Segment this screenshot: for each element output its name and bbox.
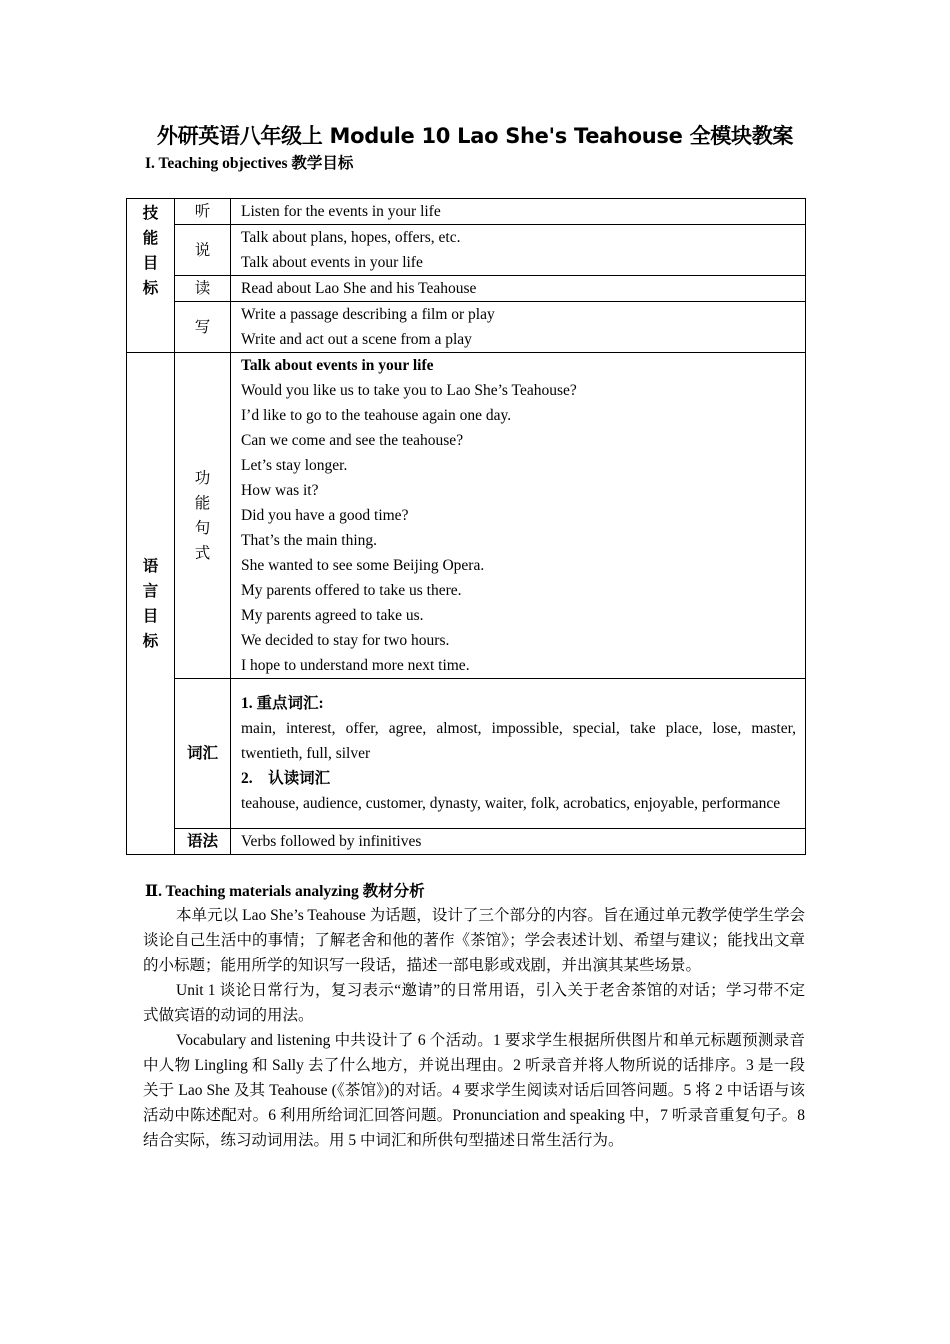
table-row <box>127 302 806 353</box>
table-row <box>127 225 806 276</box>
paragraph: Vocabulary and listening 中共设计了 6 个活动。1 要求学生根据所供图片和单元标题预测录音中人物 Lingling 和 Sally 去了什么地方，并说出理由。2 听录音并将人物所说的话排序。3 是一段关于 Lao She 及其 Teahouse (《茶馆》)的对话。4 要求学生阅读对话后回答问题。5 将 2 中话语与该活动中陈述配对。6 利用所给词汇回答问题。Pronunciation and speaking 中，7 听录音重复句子。8 结合实际，练习动词用法。用 5 中词汇和所供句型描述日常生活行为。 <box>143 1032 805 1149</box>
vocab-heading-key: 1. 重点词汇: <box>241 695 324 712</box>
skill-label-write: 写 <box>175 302 231 353</box>
section-heading-materials: Ⅱ. Teaching materials analyzing 教材分析 <box>145 883 425 900</box>
skill-desc-listen: Listen for the events in your life <box>231 199 806 225</box>
grammar-cell: Verbs followed by infinitives <box>231 829 806 855</box>
table-row <box>127 276 806 302</box>
document-title: 外研英语八年级上 Module 10 Lao She's Teahouse 全模块教案 <box>156 124 794 148</box>
table-row <box>127 829 806 855</box>
skill-label-listen: 听 <box>175 199 231 225</box>
table-row <box>127 199 806 225</box>
skill-desc-speak: Talk about plans, hopes, offers, etc. Talk about events in your life <box>231 225 806 276</box>
skills-category-cell: 技 能 目 标 <box>127 199 175 353</box>
skill-desc-write: Write a passage describing a film or play Write and act out a scene from a play <box>231 302 806 353</box>
vocab-cell <box>231 679 806 829</box>
skill-label-read: 读 <box>175 276 231 302</box>
skill-label-speak: 说 <box>175 225 231 276</box>
table-row <box>127 353 806 679</box>
function-heading: Talk about events in your life <box>241 357 434 374</box>
vocab-recognize-words: teahouse, audience, customer, dynasty, waiter, folk, acrobatics, enjoyable, performance <box>241 795 781 812</box>
analysis-body <box>143 903 805 1153</box>
grammar-label: 语法 <box>175 829 231 855</box>
table-row <box>127 679 806 829</box>
skill-desc-read: Read about Lao She and his Teahouse <box>231 276 806 302</box>
function-label-cell: 功 能 句 式 <box>175 353 231 679</box>
vocab-key-words: main, interest, offer, agree, almost, impossible, special, take place, lose, master, twentieth, full, silver <box>241 720 796 762</box>
function-sentences-cell: Talk about events in your life Would you like us to take you to Lao She’s Teahouse? I’d like to go to the teahouse again one day. Can we come and see the teahouse? Let’s stay longer. How was it? Did you have a good time? That’s the main thing. She wanted to see some Beijing Opera. My parents offered to take us there. My parents agreed to take us. We decided to stay for two hours. I hope to understand more next time. <box>231 353 806 679</box>
paragraph: Unit 1 谈论日常行为，复习表示“邀请”的日常用语，引入关于老舍茶馆的对话；学习带不定式做宾语的动词的用法。 <box>143 982 805 1024</box>
paragraph: 本单元以 Lao She’s Teahouse 为话题，设计了三个部分的内容。旨在通过单元教学使学生学会谈论自己生活中的事情；了解老舍和他的著作《茶馆》；学会表述计划、希望与建议；能找出文章的小标题；能用所学的知识写一段话，描述一部电影或戏剧，并出演其某些场景。 <box>143 907 805 974</box>
vocab-label: 词汇 <box>175 679 231 829</box>
section-heading-objectives: I. Teaching objectives 教学目标 <box>145 155 354 172</box>
objectives-table <box>126 198 806 855</box>
language-category-cell: 语 言 目 标 <box>127 353 175 855</box>
vocab-heading-recognize: 2. 认读词汇 <box>241 770 331 787</box>
